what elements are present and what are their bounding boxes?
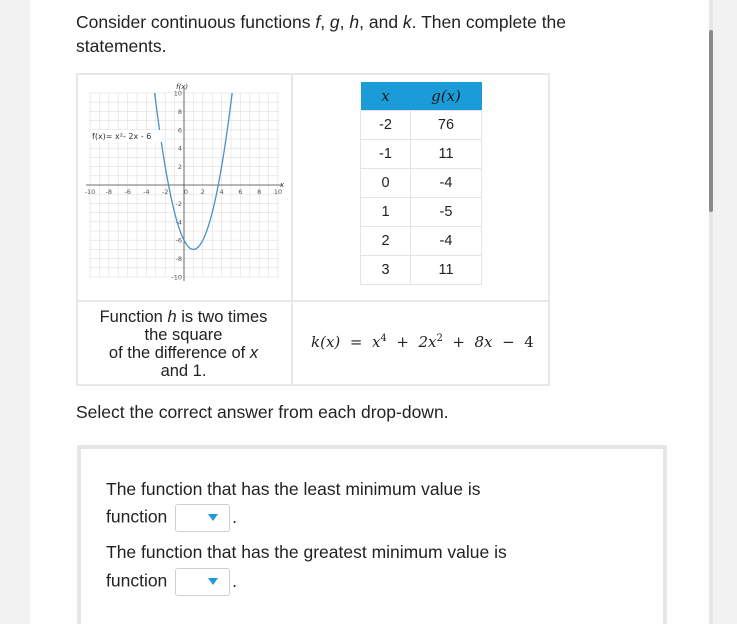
h-text: the square — [144, 326, 223, 344]
cell-x: -1 — [361, 139, 411, 168]
cell-g: -4 — [411, 226, 482, 255]
y-tick-label: 6 — [177, 126, 182, 135]
k-term: x — [371, 333, 381, 351]
y-tick-label: -2 — [175, 199, 182, 208]
table-row — [361, 110, 482, 139]
h-text: Function — [99, 308, 168, 326]
k-formula-cell — [293, 302, 548, 384]
y-tick-label: 10 — [173, 89, 182, 98]
h-text: and 1. — [160, 362, 207, 380]
var-k: k — [402, 12, 412, 32]
header-x: x — [361, 82, 411, 110]
k-formula — [311, 333, 534, 351]
functions-table — [76, 73, 550, 386]
y-tick-label: -4 — [175, 218, 182, 227]
var-x: x — [249, 344, 259, 362]
k-term: 2x — [418, 333, 437, 351]
k-exp: 2 — [436, 333, 443, 344]
y-axis-label: f(x) — [176, 83, 189, 91]
x-tick-label: -4 — [143, 188, 150, 196]
h-text: is two times — [176, 308, 268, 326]
x-tick-label: -6 — [124, 188, 131, 196]
cell-g: -4 — [411, 168, 482, 197]
h-text: of the difference of — [108, 344, 250, 362]
k-op: − — [502, 333, 515, 351]
answer-1-text: The function that has the least minimum value is — [106, 479, 481, 499]
k-op: + — [396, 333, 409, 351]
table-row — [361, 168, 482, 197]
x-tick-label: -10 — [84, 188, 96, 196]
table-row — [361, 139, 482, 168]
k-op: + — [452, 333, 465, 351]
cell-g: 11 — [411, 139, 482, 168]
answer-1-dropdown[interactable] — [175, 504, 230, 532]
answer-1-period: . — [232, 506, 238, 527]
x-axis-label: x — [280, 181, 285, 189]
prompt-text: Consider continuous functions — [76, 12, 316, 32]
k-term: 8x — [474, 333, 493, 351]
table-row — [361, 226, 482, 255]
x-tick-label: 0 — [183, 188, 189, 196]
answer-2-row — [106, 568, 237, 596]
y-tick-label: 8 — [177, 107, 182, 116]
cell-x: 1 — [361, 197, 411, 226]
cell-g: -5 — [411, 197, 482, 226]
table-header-row — [361, 82, 482, 110]
var-g: g — [329, 12, 340, 32]
answer-2-label: function — [106, 570, 168, 591]
y-tick-label: -10 — [171, 273, 182, 282]
y-tick-label: 4 — [177, 144, 182, 153]
prompt-sep: , — [320, 12, 330, 32]
function-label: f(x)= x²- 2x - 6 — [92, 132, 152, 141]
y-tick-label: -6 — [175, 236, 182, 245]
h-description — [78, 308, 289, 380]
scrollbar-thumb[interactable] — [709, 30, 713, 212]
answer-2-text: The function that has the greatest minimum value is — [106, 542, 507, 562]
var-f: f — [315, 12, 321, 32]
var-h: h — [349, 12, 360, 32]
question-page — [30, 0, 713, 624]
graph-cell — [78, 75, 293, 302]
k-eq: = — [349, 333, 363, 351]
cell-g: 76 — [411, 110, 482, 139]
answer-2-dropdown[interactable] — [175, 568, 230, 596]
cell-g: 11 — [411, 255, 482, 284]
k-term: 4 — [524, 333, 534, 351]
cell-x: 2 — [361, 226, 411, 255]
prompt-sep: , and — [359, 12, 403, 32]
answer-box — [77, 445, 667, 624]
x-tick-label: 10 — [273, 188, 283, 196]
x-tick-label: 8 — [257, 188, 262, 196]
g-table-cell — [293, 75, 548, 302]
table-row — [361, 197, 482, 226]
x-tick-label: 4 — [219, 188, 224, 196]
question-prompt — [76, 10, 636, 58]
var-h: h — [167, 308, 177, 326]
x-tick-label: 6 — [238, 188, 243, 196]
y-tick-label: -8 — [175, 255, 182, 264]
g-values-table — [360, 82, 482, 285]
x-tick-label: -8 — [105, 188, 113, 196]
prompt-text: . Then complete the statements. — [76, 12, 567, 56]
function-f-graph — [78, 75, 289, 298]
table-row — [361, 255, 482, 284]
answer-2-period: . — [232, 570, 238, 591]
cell-x: -2 — [361, 110, 411, 139]
chevron-down-icon — [208, 578, 218, 585]
cell-x: 3 — [361, 255, 411, 284]
k-exp: 4 — [380, 333, 387, 344]
answer-1-label: function — [106, 506, 168, 527]
chevron-down-icon — [208, 514, 218, 521]
cell-x: 0 — [361, 168, 411, 197]
y-tick-label: 2 — [177, 163, 182, 172]
x-tick-label: -2 — [161, 188, 169, 196]
x-tick-label: 2 — [200, 188, 205, 196]
h-description-cell — [78, 302, 293, 384]
header-g: g(x) — [411, 82, 482, 110]
answer-1-row — [106, 504, 237, 532]
instruction-text: Select the correct answer from each drop-down. — [76, 402, 449, 422]
k-lhs: k(x) — [311, 333, 341, 351]
prompt-sep: , — [339, 12, 350, 32]
